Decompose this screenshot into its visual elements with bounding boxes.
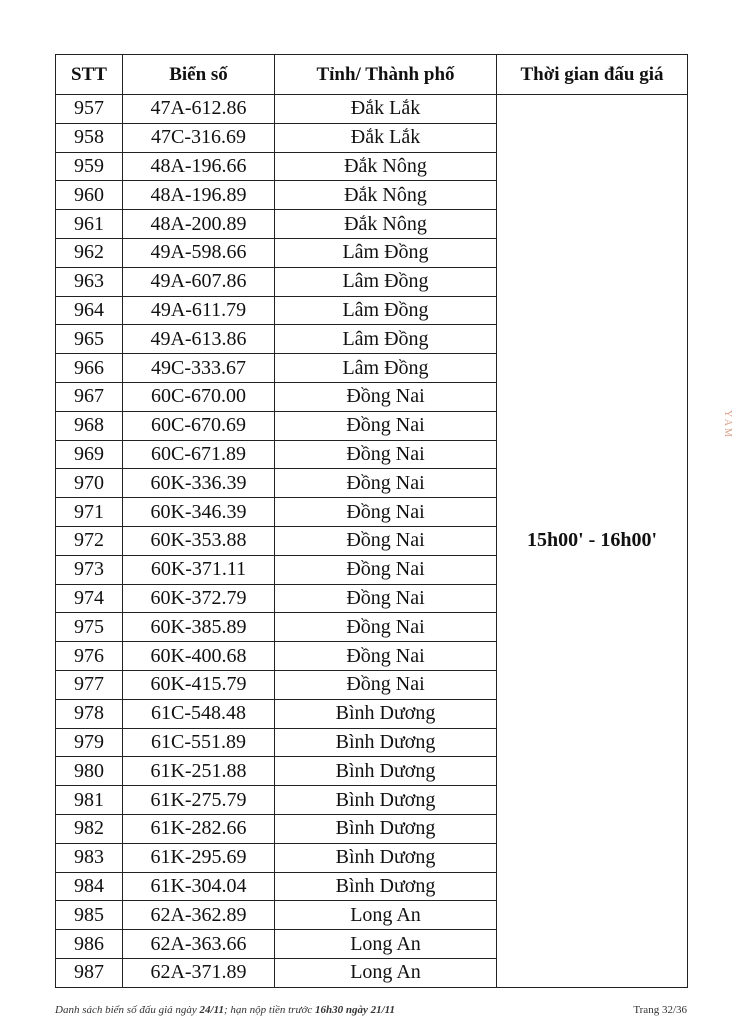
cell-plate: 61K-251.88 (123, 757, 275, 786)
cell-plate: 49A-607.86 (123, 267, 275, 296)
cell-province: Đồng Nai (275, 555, 497, 584)
cell-plate: 60C-670.00 (123, 382, 275, 411)
cell-province: Lâm Đồng (275, 296, 497, 325)
header-stt: STT (56, 55, 123, 95)
header-plate: Biển số (123, 55, 275, 95)
page-number: Trang 32/36 (633, 1004, 687, 1016)
cell-stt: 963 (56, 267, 123, 296)
cell-province: Bình Dương (275, 757, 497, 786)
cell-plate: 61C-551.89 (123, 728, 275, 757)
cell-plate: 48A-196.89 (123, 181, 275, 210)
cell-stt: 978 (56, 699, 123, 728)
cell-plate: 60K-346.39 (123, 498, 275, 527)
table-body (56, 95, 688, 988)
cell-stt: 983 (56, 843, 123, 872)
cell-stt: 957 (56, 95, 123, 124)
cell-stt: 982 (56, 814, 123, 843)
cell-auction-time: 15h00' - 16h00' (497, 95, 688, 988)
cell-stt: 974 (56, 584, 123, 613)
cell-plate: 61K-304.04 (123, 872, 275, 901)
cell-province: Lâm Đồng (275, 354, 497, 383)
cell-province: Long An (275, 901, 497, 930)
cell-plate: 60C-671.89 (123, 440, 275, 469)
cell-stt: 971 (56, 498, 123, 527)
cell-province: Bình Dương (275, 843, 497, 872)
cell-province: Bình Dương (275, 786, 497, 815)
cell-plate: 48A-196.66 (123, 152, 275, 181)
cell-stt: 968 (56, 411, 123, 440)
footer-deadline: 16h30 ngày 21/11 (314, 1004, 396, 1016)
cell-province: Đồng Nai (275, 440, 497, 469)
cell-stt: 977 (56, 670, 123, 699)
cell-stt: 958 (56, 123, 123, 152)
cell-stt: 964 (56, 296, 123, 325)
cell-plate: 60K-371.11 (123, 555, 275, 584)
cell-province: Đồng Nai (275, 584, 497, 613)
cell-plate: 49A-611.79 (123, 296, 275, 325)
cell-province: Đồng Nai (275, 382, 497, 411)
table-row (56, 95, 688, 124)
cell-stt: 981 (56, 786, 123, 815)
cell-plate: 47C-316.69 (123, 123, 275, 152)
cell-plate: 60K-336.39 (123, 469, 275, 498)
cell-province: Lâm Đồng (275, 238, 497, 267)
cell-province: Lâm Đồng (275, 325, 497, 354)
cell-stt: 987 (56, 958, 123, 987)
cell-plate: 49C-333.67 (123, 354, 275, 383)
cell-province: Đồng Nai (275, 613, 497, 642)
cell-plate: 61K-275.79 (123, 786, 275, 815)
cell-stt: 986 (56, 930, 123, 959)
cell-plate: 61C-548.48 (123, 699, 275, 728)
cell-province: Bình Dương (275, 814, 497, 843)
cell-province: Lâm Đồng (275, 267, 497, 296)
cell-stt: 967 (56, 382, 123, 411)
cell-stt: 979 (56, 728, 123, 757)
cell-plate: 60K-400.68 (123, 642, 275, 671)
cell-province: Long An (275, 958, 497, 987)
cell-stt: 959 (56, 152, 123, 181)
cell-plate: 61K-282.66 (123, 814, 275, 843)
cell-stt: 973 (56, 555, 123, 584)
cell-province: Đắk Lắk (275, 95, 497, 124)
cell-plate: 49A-598.66 (123, 238, 275, 267)
cell-province: Long An (275, 930, 497, 959)
cell-stt: 969 (56, 440, 123, 469)
cell-stt: 975 (56, 613, 123, 642)
cell-province: Đồng Nai (275, 670, 497, 699)
cell-stt: 980 (56, 757, 123, 786)
cell-province: Đồng Nai (275, 411, 497, 440)
cell-stt: 962 (56, 238, 123, 267)
table-header-row (56, 55, 688, 95)
page-footer (55, 1004, 687, 1016)
cell-stt: 976 (56, 642, 123, 671)
cell-province: Đắk Nông (275, 210, 497, 239)
cell-province: Đồng Nai (275, 498, 497, 527)
cell-plate: 62A-362.89 (123, 901, 275, 930)
cell-province: Đồng Nai (275, 526, 497, 555)
cell-plate: 49A-613.86 (123, 325, 275, 354)
cell-plate: 62A-363.66 (123, 930, 275, 959)
header-auction-time: Thời gian đấu giá (497, 55, 688, 95)
cell-plate: 60C-670.69 (123, 411, 275, 440)
cell-province: Bình Dương (275, 872, 497, 901)
cell-stt: 961 (56, 210, 123, 239)
cell-stt: 965 (56, 325, 123, 354)
cell-stt: 966 (56, 354, 123, 383)
cell-stt: 970 (56, 469, 123, 498)
cell-stt: 984 (56, 872, 123, 901)
cell-province: Bình Dương (275, 699, 497, 728)
cell-stt: 985 (56, 901, 123, 930)
cell-plate: 62A-371.89 (123, 958, 275, 987)
footer-prefix: Danh sách biển số đấu giá ngày (55, 1004, 197, 1016)
cell-plate: 60K-415.79 (123, 670, 275, 699)
cell-plate: 61K-295.69 (123, 843, 275, 872)
footer-auction-date: 24/11 (199, 1004, 224, 1016)
cell-province: Đồng Nai (275, 642, 497, 671)
cell-plate: 60K-372.79 (123, 584, 275, 613)
auction-plates-table (55, 54, 688, 988)
cell-stt: 972 (56, 526, 123, 555)
cell-stt: 960 (56, 181, 123, 210)
cell-province: Bình Dương (275, 728, 497, 757)
header-province: Tỉnh/ Thành phố (275, 55, 497, 95)
stamp-mark: Y A M (722, 410, 733, 437)
cell-province: Đắk Lắk (275, 123, 497, 152)
cell-plate: 60K-353.88 (123, 526, 275, 555)
footer-middle: ; hạn nộp tiền trước (223, 1004, 313, 1016)
cell-province: Đắk Nông (275, 152, 497, 181)
cell-plate: 48A-200.89 (123, 210, 275, 239)
cell-plate: 47A-612.86 (123, 95, 275, 124)
cell-province: Đắk Nông (275, 181, 497, 210)
cell-plate: 60K-385.89 (123, 613, 275, 642)
cell-province: Đồng Nai (275, 469, 497, 498)
